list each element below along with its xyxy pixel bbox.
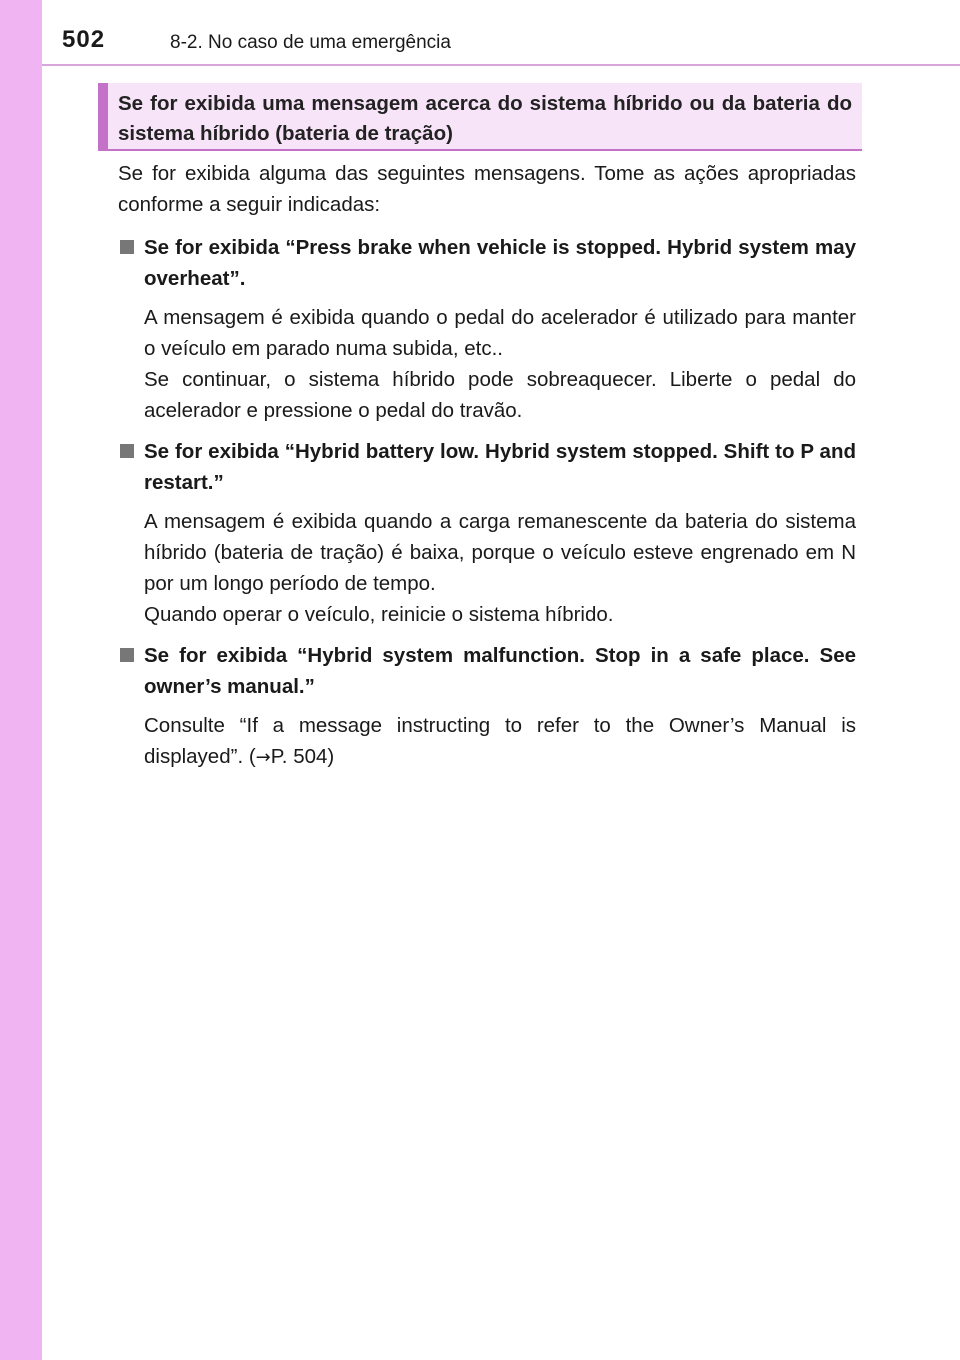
- body-line: A mensagem é exibida quando a carga remanescente da bateria do sistema híbrido (bateria de tração) é baixa, porque o veículo esteve engrenado em N por um longo período de tempo.: [144, 510, 856, 595]
- message-item: [118, 232, 856, 426]
- message-item-body: [144, 710, 856, 773]
- page-number: 502: [62, 26, 106, 53]
- message-item-body: [144, 302, 856, 426]
- body-line: [144, 710, 856, 773]
- header-divider: [42, 64, 960, 66]
- message-item-heading: [118, 640, 856, 702]
- message-item-heading: [118, 436, 856, 498]
- page-reference-link[interactable]: P. 504: [270, 745, 328, 768]
- arrow-right-icon: →: [255, 747, 271, 768]
- body-line: Se continuar, o sistema híbrido pode sobreaquecer. Liberte o pedal do acelerador e pressione o pedal do travão.: [144, 368, 856, 422]
- section-heading: Se for exibida uma mensagem acerca do sistema híbrido ou da bateria do sistema híbrido (bateria de tração): [118, 92, 852, 145]
- intro-paragraph: Se for exibida alguma das seguintes mensagens. Tome as ações apropriadas conforme a seguir indicadas:: [118, 162, 856, 216]
- body-line: Quando operar o veículo, reinicie o sistema híbrido.: [144, 603, 614, 626]
- square-bullet-icon: [118, 232, 144, 263]
- reference-text: Consulte “If a message instructing to refer to the Owner’s Manual is displayed”. (: [144, 714, 856, 768]
- message-item-body: [144, 506, 856, 630]
- message-item-title: Se for exibida “Hybrid system malfunction. Stop in a safe place. See owner’s manual.”: [144, 644, 856, 698]
- message-item-heading: [118, 232, 856, 294]
- reference-suffix: ): [327, 745, 335, 768]
- message-item-title: Se for exibida “Hybrid battery low. Hybrid system stopped. Shift to P and restart.”: [144, 440, 856, 494]
- message-item: [118, 436, 856, 630]
- message-item: [118, 640, 856, 773]
- main-content: [118, 158, 856, 783]
- body-line: A mensagem é exibida quando o pedal do acelerador é utilizado para manter o veículo em parado numa subida, etc..: [144, 306, 856, 360]
- side-color-strip: [0, 0, 42, 1360]
- section-title: 8-2. No caso de uma emergência: [170, 32, 451, 53]
- square-bullet-icon: [118, 436, 144, 467]
- section-heading-box: [98, 83, 862, 151]
- message-item-title: Se for exibida “Press brake when vehicle is stopped. Hybrid system may overheat”.: [144, 236, 856, 290]
- square-bullet-icon: [118, 640, 144, 671]
